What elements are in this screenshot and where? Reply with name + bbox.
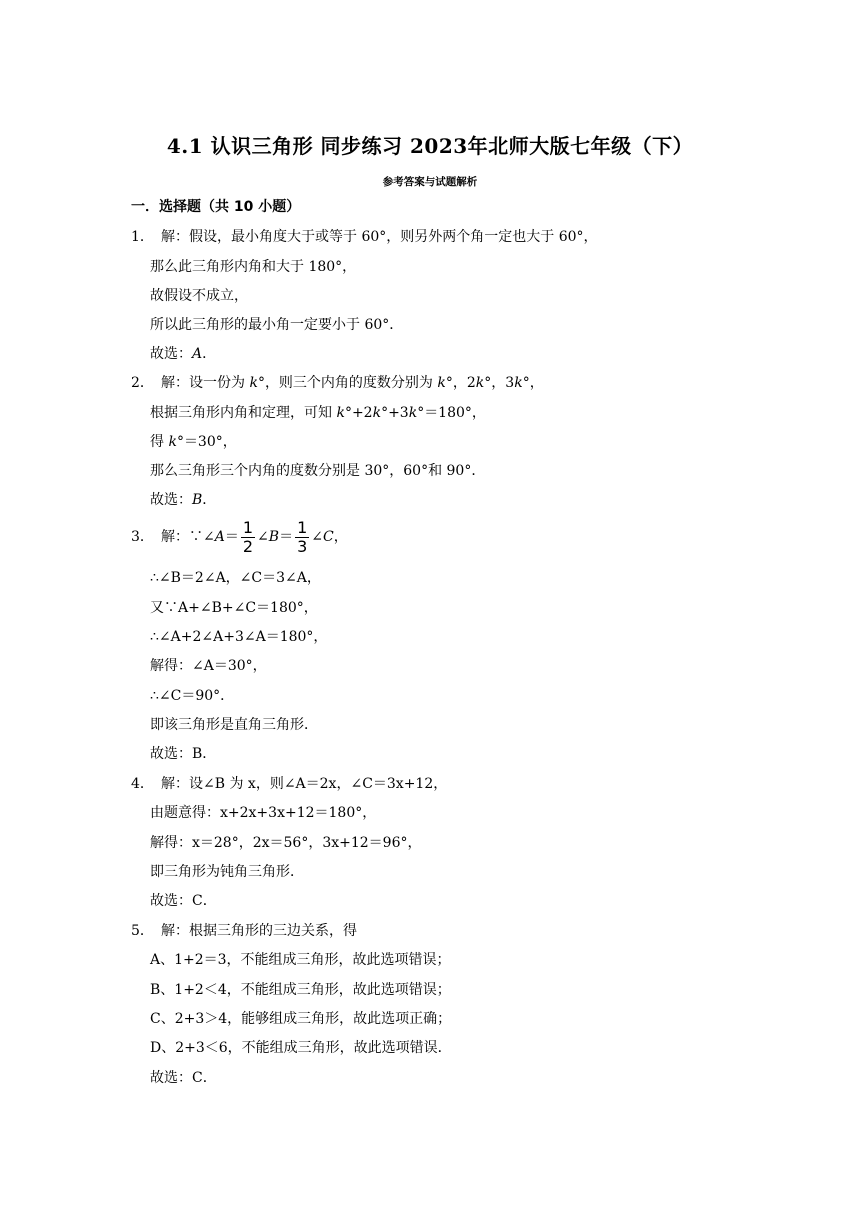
q1-line-5 <box>150 344 216 364</box>
q3-line-1 <box>161 515 348 559</box>
q5-line-2: A、1+2＝3，不能组成三角形，故此选项错误； <box>150 952 451 968</box>
q3-line-3: 又∵A+∠B+∠C＝180°， <box>150 600 318 616</box>
q5-line-1: 解：根据三角形的三边关系，得 <box>161 923 357 939</box>
q2-answer-prefix: 故选： <box>150 492 192 508</box>
q2-line-2 <box>150 403 486 423</box>
q3-line-8: 故选：B． <box>150 746 217 762</box>
q4-line-1: 解：设∠B 为 x，则∠A＝2x，∠C＝3x+12， <box>161 776 448 792</box>
q1-line-3: 故假设不成立， <box>150 288 248 304</box>
q2-answer-end: ． <box>202 492 217 508</box>
q3-line-4: ∴∠A+2∠A+3∠A＝180°， <box>150 629 328 645</box>
q3-text: 解：∵∠ <box>161 529 215 545</box>
fraction-denominator: 3 <box>297 536 308 556</box>
q2-line-4: 那么三角形三个内角的度数分别是 30°，60°和 90°． <box>150 463 486 479</box>
q3-line-5: 解得：∠A＝30°， <box>150 658 267 674</box>
q2-text: 得 <box>150 434 169 450</box>
q2-text: °，2 <box>445 375 476 391</box>
q2-text: °＝30°， <box>176 434 237 450</box>
q1-answer-end: ． <box>202 346 217 362</box>
q5-line-3: B、1+2＜4，不能组成三角形，故此选项错误； <box>150 982 451 998</box>
q4-line-3: 解得：x＝28°，2x＝56°，3x+12＝96°， <box>150 835 422 851</box>
q3-var: A <box>214 529 225 545</box>
q3-text: ∠ <box>257 529 269 545</box>
q3-text: ， <box>333 529 348 545</box>
fraction-numerator: 1 <box>297 517 308 537</box>
q1-number: 1． <box>131 229 154 245</box>
q4-line-2: 由题意得：x+2x+3x+12＝180°， <box>150 805 377 821</box>
q3-text: ＝ <box>224 529 239 545</box>
q2-text: °，则三个内角的度数分别为 <box>257 375 438 391</box>
q2-var: k <box>372 405 382 421</box>
q2-var: k <box>514 375 523 391</box>
q3-text: ＝ <box>279 529 294 545</box>
q1-answer-prefix: 故选： <box>150 346 192 362</box>
q2-text: °，3 <box>484 375 515 391</box>
q2-answer: B <box>192 492 203 508</box>
q2-number: 2． <box>131 375 154 391</box>
q5-line-5: D、2+3＜6，不能组成三角形，故此选项错误． <box>150 1040 452 1056</box>
q3-var: B <box>268 529 280 545</box>
q2-text: 解：设一份为 <box>161 375 250 391</box>
q3-line-2: ∴∠B＝2∠A，∠C＝3∠A， <box>150 570 321 586</box>
q2-line-3 <box>150 432 237 452</box>
q1-line-1: 解：假设，最小角度大于或等于 60°，则另外两个角一定也大于 60°， <box>161 229 598 245</box>
fraction-one-third <box>295 519 309 556</box>
fraction-denominator: 2 <box>242 536 254 556</box>
page-title: 4.1 认识三角形 同步练习 2023年北师大版七年级（下） <box>166 134 694 158</box>
q1-answer: A <box>192 346 203 362</box>
q3-line-6: ∴∠C＝90°． <box>150 688 235 704</box>
q2-var: k <box>336 405 345 421</box>
q3-var: C <box>323 529 334 545</box>
q2-line-5 <box>150 490 216 510</box>
q2-var: k <box>168 434 177 450</box>
q3-line-7: 即该三角形是直角三角形． <box>150 717 318 733</box>
q4-number: 4． <box>131 776 154 792</box>
q3-text: ∠ <box>311 529 323 545</box>
q2-var: k <box>475 375 485 391</box>
fraction-numerator: 1 <box>242 517 254 537</box>
q2-var: k <box>437 375 446 391</box>
q5-line-6: 故选：C． <box>150 1070 217 1086</box>
q4-line-5: 故选：C． <box>150 893 217 909</box>
section-heading: 一．选择题（共 10 小题） <box>131 199 301 215</box>
q4-line-4: 即三角形为钝角三角形． <box>150 864 304 880</box>
q5-line-4: C、2+3＞4，能够组成三角形，故此选项正确； <box>150 1011 452 1027</box>
q1-line-4: 所以此三角形的最小角一定要小于 60°． <box>150 317 404 333</box>
q5-number: 5． <box>131 923 154 939</box>
q2-text: °， <box>522 375 544 391</box>
q2-var: k <box>249 375 258 391</box>
q1-line-2: 那么此三角形内角和大于 180°， <box>150 259 357 275</box>
q2-line-1 <box>161 373 544 393</box>
q2-text: 根据三角形内角和定理，可知 <box>150 405 337 421</box>
fraction-one-half <box>241 519 255 556</box>
q2-text: °＝180°， <box>417 405 486 421</box>
page-subtitle: 参考答案与试题解析 <box>382 176 478 188</box>
q2-text: °+3 <box>381 405 409 421</box>
q2-text: °+2 <box>344 405 373 421</box>
q3-number: 3． <box>131 529 154 545</box>
q2-var: k <box>408 405 418 421</box>
